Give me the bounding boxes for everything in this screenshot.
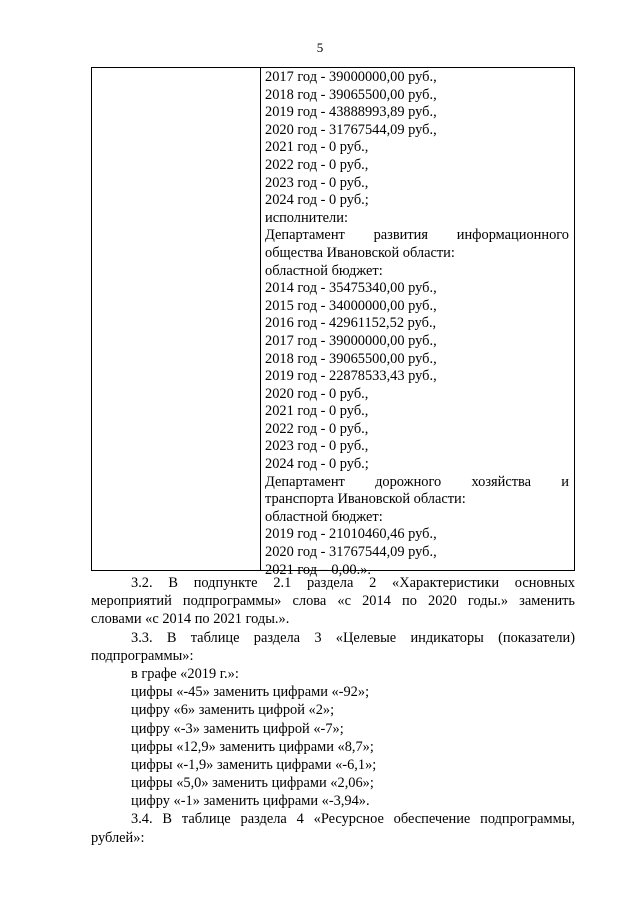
paragraph-line: 3.2. В подпункте 2.1 раздела 2 «Характеристики основных (131, 575, 575, 591)
table-cell-line: 2020 год - 0 руб., (265, 385, 369, 402)
table-cell-line: 2020 год - 31767544,09 руб., (265, 121, 437, 138)
table-cell-line: 2021 год – 0,00.». (265, 561, 371, 578)
paragraph-3-3 (91, 629, 575, 665)
table-cell-line: областной бюджет: (265, 262, 383, 279)
table-cell-line: 2022 год - 0 руб., (265, 420, 369, 437)
table-cell-line: транспорта Ивановской области: (265, 491, 466, 508)
table-cell-line: Департамент дорожного хозяйства и (265, 473, 569, 490)
list-item: цифры «12,9» заменить цифрами «8,7»; (131, 738, 374, 755)
table-cell-line: 2019 год - 22878533,43 руб., (265, 368, 437, 385)
page-number: 5 (316, 40, 324, 55)
paragraph-line: словами «с 2014 по 2021 годы.». (91, 611, 290, 628)
list-item: цифру «-1» заменить цифрами «-3,94». (131, 793, 370, 810)
table-cell-line: 2014 год - 35475340,00 руб., (265, 280, 437, 297)
table-cell-line: 2019 год - 43888993,89 руб., (265, 104, 437, 121)
paragraph-line: рублей»: (91, 829, 145, 846)
paragraph-line: подпрограммы»: (91, 647, 194, 664)
table-cell-line: 2023 год - 0 руб., (265, 438, 369, 455)
table-cell-line: исполнители: (265, 209, 348, 226)
list-item: цифры «5,0» заменить цифрами «2,06»; (131, 775, 374, 792)
paragraph-line: 3.4. В таблице раздела 4 «Ресурсное обеспечение подпрограммы, (131, 811, 575, 828)
paragraph-line: мероприятий подпрограммы» слова «с 2014 по 2020 годы.» заменить (91, 593, 575, 610)
table-cell-line: 2019 год - 21010460,46 руб., (265, 526, 437, 543)
table-cell-line: 2017 год - 39000000,00 руб., (265, 69, 437, 85)
paragraph-3-4 (91, 810, 575, 846)
list-item: цифры «-1,9» заменить цифрами «-6,1»; (131, 756, 377, 773)
table-cell-line: 2015 год - 34000000,00 руб., (265, 297, 437, 314)
table-cell-line: 2018 год - 39065500,00 руб., (265, 86, 437, 103)
table-cell-line: 2020 год - 31767544,09 руб., (265, 544, 437, 561)
list-item: цифру «6» заменить цифрой «2»; (131, 702, 335, 719)
table-cell-line: 2023 год - 0 руб., (265, 174, 369, 191)
paragraph-3-3-items (91, 665, 575, 811)
paragraph-line: 3.3. В таблице раздела 3 «Целевые индикаторы (показатели) (131, 629, 575, 646)
list-item: цифру «-3» заменить цифрой «-7»; (131, 720, 344, 737)
table-cell-line: 2017 год - 39000000,00 руб., (265, 332, 437, 349)
table-cell-line: Департамент развития информационного (265, 227, 569, 244)
table-cell-line: 2016 год - 42961152,52 руб., (265, 315, 437, 332)
list-item: в графе «2019 г.»: (131, 665, 239, 682)
table-cell-line: 2018 год - 39065500,00 руб., (265, 350, 437, 367)
table-column-divider (260, 68, 261, 570)
table-cell-line: 2024 год - 0 руб.; (265, 456, 369, 473)
table-cell-line: 2021 год - 0 руб., (265, 403, 369, 420)
funding-table (91, 67, 575, 578)
table-cell-line: 2022 год - 0 руб., (265, 156, 369, 173)
body-text (91, 574, 575, 847)
table-right-cell (265, 69, 569, 579)
table-cell-line: общества Ивановской области: (265, 244, 455, 261)
paragraph-3-2 (91, 574, 575, 629)
list-item: цифры «-45» заменить цифрами «-92»; (131, 684, 370, 701)
table-cell-line: 2024 год - 0 руб.; (265, 192, 369, 209)
table-cell-line: областной бюджет: (265, 508, 383, 525)
table-cell-line: 2021 год - 0 руб., (265, 139, 369, 156)
